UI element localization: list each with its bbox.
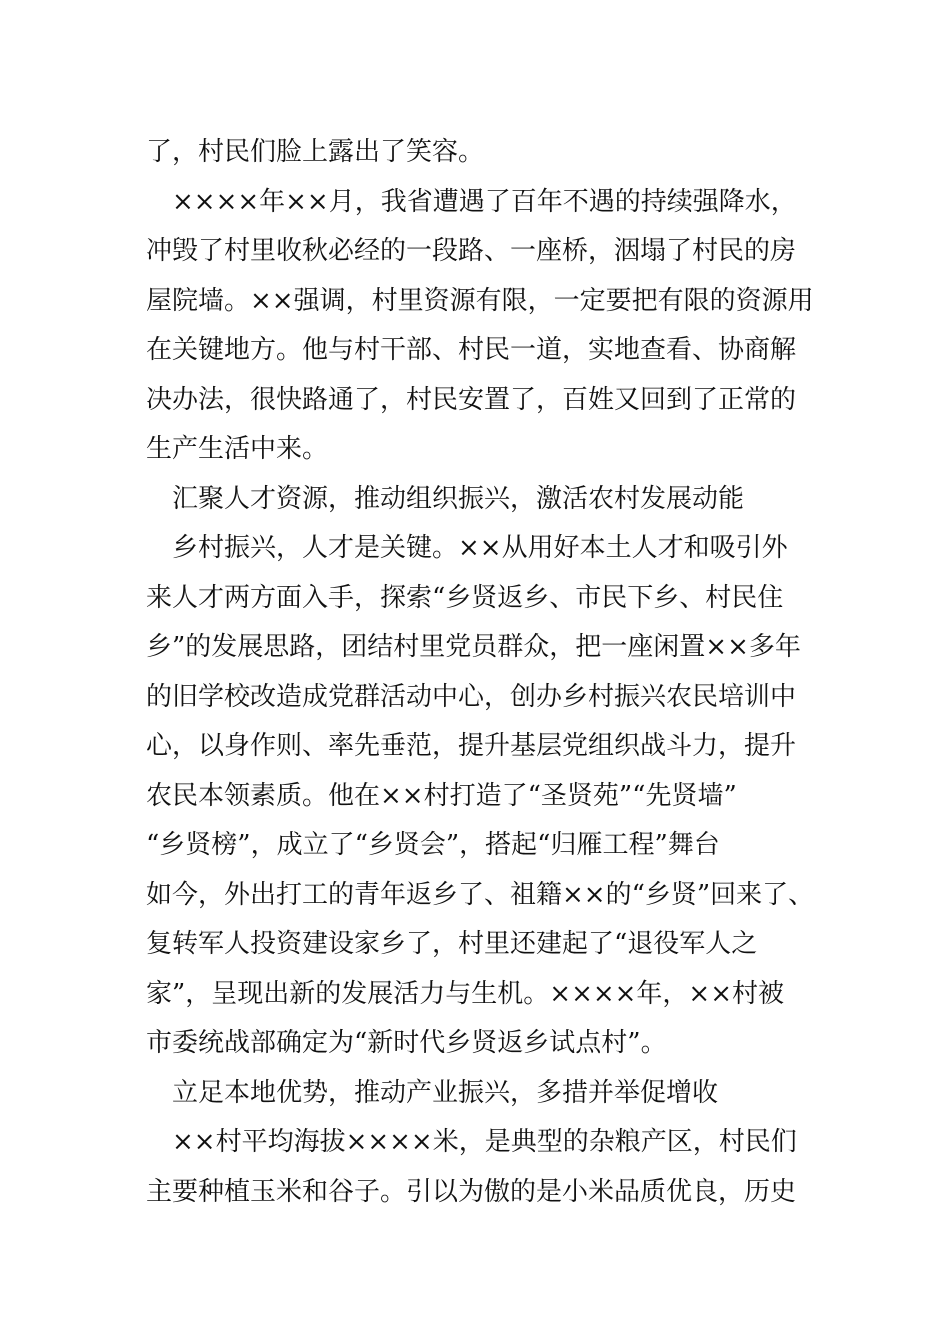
text-line: 生产生活中来。	[146, 434, 329, 464]
section-heading: 立足本地优势，推动产业振兴，多措并举促增收	[146, 1077, 719, 1108]
text-line: 如今，外出打工的青年返乡了、祖籍××的“乡贤”回来了、	[146, 879, 815, 910]
body-text	[146, 128, 816, 1217]
text-line: ××村平均海拔××××米，是典型的杂粮产区，村民们	[146, 1127, 797, 1157]
text-line: 家”，呈现出新的发展活力与生机。××××年，××村被	[146, 978, 785, 1009]
text-line: 冲毁了村里收秋必经的一段路、一座桥，洇塌了村民的房	[146, 236, 797, 266]
text-line: 市委统战部确定为“新时代乡贤返乡试点村”。	[146, 1028, 667, 1058]
text-line: 农民本领素质。他在××村打造了“圣贤苑”“先贤墙”	[146, 780, 737, 811]
text-line: ××××年××月，我省遭遇了百年不遇的持续强降水，	[146, 186, 797, 217]
text-line: 在关键地方。他与村干部、村民一道，实地查看、协商解	[146, 335, 797, 365]
text-line: 屋院墙。××强调，村里资源有限，一定要把有限的资源用	[146, 285, 814, 316]
section-heading: 汇聚人才资源，推动组织振兴，激活农村发展动能	[146, 483, 745, 514]
text-line: 复转军人投资建设家乡了，村里还建起了“退役军人之	[146, 929, 758, 959]
text-line: 心，以身作则、率先垂范，提升基层党组织战斗力，提升	[146, 731, 797, 761]
text-line: “乡贤榜”，成立了“乡贤会”，搭起“归雁工程”舞台	[146, 830, 720, 860]
text-line: 来人才两方面入手，探索“乡贤返乡、市民下乡、村民住	[146, 582, 784, 613]
text-line: 了，村民们脸上露出了笑容。	[146, 137, 485, 167]
text-line: 主要种植玉米和谷子。引以为傲的是小米品质优良，历史	[146, 1176, 797, 1207]
text-line: 决办法，很快路通了，村民安置了，百姓又回到了正常的	[146, 384, 797, 415]
text-line: 乡村振兴，人才是关键。××从用好本土人才和吸引外	[146, 533, 788, 563]
text-line: 的旧学校改造成党群活动中心，创办乡村振兴农民培训中	[146, 681, 797, 712]
text-line: 乡”的发展思路，团结村里党员群众，把一座闲置××多年	[146, 632, 801, 662]
